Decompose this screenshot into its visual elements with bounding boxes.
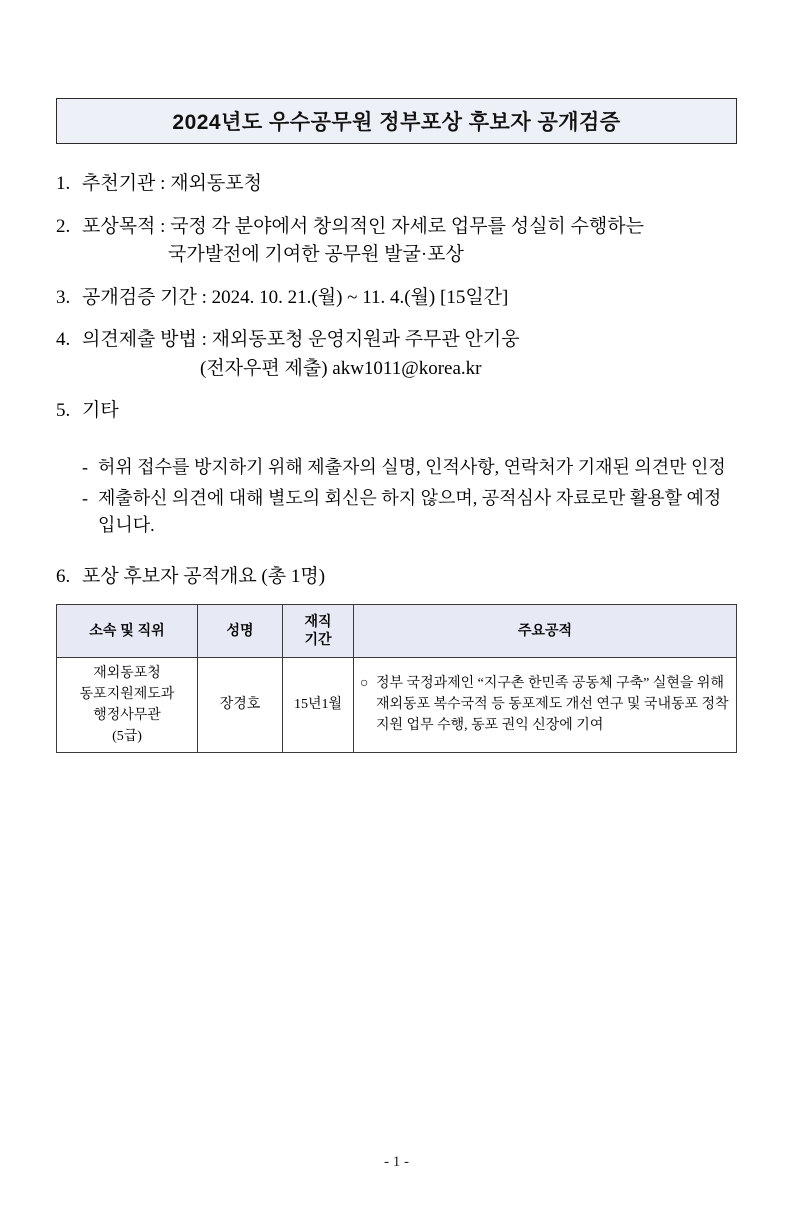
item-number: 4. — [56, 329, 71, 350]
column-header-org: 소속 및 직위 — [57, 604, 198, 657]
item-number: 1. — [56, 173, 71, 194]
merit-text: 정부 국정과제인 “지구촌 한민족 공동체 구축” 실현을 위해 재외동포 복수국적 등 동포제도 개선 연구 및 국내동포 정착 지원 업무 수행, 동포 권익 신장에 기여 — [376, 676, 729, 733]
item-number: 2. — [56, 215, 71, 237]
award-candidate-table — [56, 604, 737, 753]
document-title-box — [56, 98, 737, 144]
cell-org-line3: 행정사무관 — [93, 707, 161, 723]
table-body — [57, 657, 737, 752]
sub-list-item — [82, 454, 737, 481]
item-line: 추천기관 : 재외동포청 — [82, 173, 262, 194]
column-header-name: 성명 — [198, 604, 283, 657]
item-body — [82, 397, 737, 543]
item-number: 5. — [56, 400, 71, 421]
item-line: 포상 후보자 공적개요 (총 1명) — [82, 566, 326, 587]
cell-org-line4: (5급) — [112, 728, 142, 744]
merit-content — [360, 673, 730, 736]
table-header-row — [57, 604, 737, 657]
item-line: 포상목적 : 국정 각 분야에서 창의적인 자세로 업무를 성실히 수행하는 — [82, 215, 644, 237]
column-header-merit: 주요공적 — [354, 604, 737, 657]
column-header-term — [283, 604, 354, 657]
document-page — [0, 98, 793, 1219]
cell-org-line1: 재외동포청 — [93, 665, 161, 681]
list-item — [56, 170, 737, 199]
cell-org — [57, 657, 198, 752]
item-number: 6. — [56, 566, 71, 587]
cell-org-line2: 동포지원제도과 — [79, 686, 175, 702]
item-line: 기타 — [82, 400, 119, 421]
dash-marker: - — [82, 457, 88, 477]
cell-name: 장경호 — [198, 657, 283, 752]
list-item — [56, 326, 737, 383]
column-header-term-line2: 기간 — [304, 630, 332, 647]
item-body — [82, 563, 737, 592]
item-line: 국가발전에 기여한 공무원 발굴·포상 — [168, 244, 464, 265]
item-body — [82, 326, 737, 383]
item-body — [82, 213, 737, 270]
table-header — [57, 604, 737, 657]
page-number: - 1 - — [384, 1154, 409, 1170]
item-line: 공개검증 기간 : 2024. 10. 21.(월) ~ 11. 4.(월) [15일간] — [82, 286, 509, 308]
table-row — [57, 657, 737, 752]
cell-merit — [354, 657, 737, 752]
sub-list-item — [82, 485, 737, 539]
dash-marker: - — [82, 488, 88, 508]
item-line: 의견제출 방법 : 재외동포청 운영지원과 주무관 안기웅 — [82, 329, 520, 350]
column-header-term-line1: 재직 — [304, 613, 332, 629]
list-item — [56, 397, 737, 543]
sub-list-item-text: 허위 접수를 방지하기 위해 제출자의 실명, 인적사항, 연락처가 기재된 의견만 인정 — [98, 457, 726, 477]
item-line-email: (전자우편 제출) akw1011@korea.kr — [200, 357, 482, 379]
numbered-item-list — [56, 170, 737, 592]
sub-list-item-text: 제출하신 의견에 대해 별도의 회신은 하지 않으며, 공적심사 자료로만 활용할 예정입니다. — [98, 488, 722, 535]
cell-term: 15년1월 — [283, 657, 354, 752]
list-item — [56, 563, 737, 592]
sub-item-list — [82, 429, 737, 540]
item-body — [82, 284, 737, 313]
circle-bullet-icon: ○ — [360, 676, 369, 691]
list-item — [56, 284, 737, 313]
page-title: 2024년도 우수공무원 정부포상 후보자 공개검증 — [172, 111, 621, 134]
list-item — [56, 213, 737, 270]
item-body — [82, 170, 737, 199]
item-number: 3. — [56, 286, 71, 308]
